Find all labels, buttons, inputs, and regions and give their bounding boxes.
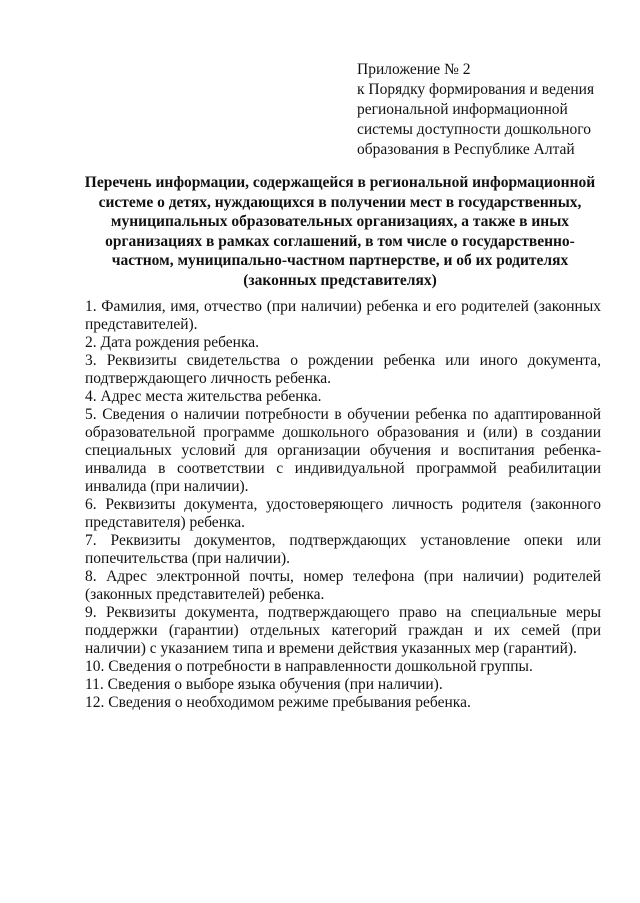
information-list [85, 298, 601, 712]
list-item-9: 9. Реквизиты документа, подтверждающего право на специальные меры поддержки (гарантии) отдельных категорий граждан и их семей (при наличии) с указанием типа и времени действия указанных мер (гарантий). [85, 604, 601, 657]
appendix-block [357, 60, 617, 160]
list-item-1: 1. Фамилия, имя, отчество (при наличии) ребенка и его родителей (законных представителей). [85, 298, 601, 333]
list-item-12: 12. Сведения о необходимом режиме пребывания ребенка. [85, 694, 471, 711]
list-item-3: 3. Реквизиты свидетельства о рождении ребенка или иного документа, подтверждающего личность ребенка. [85, 352, 601, 387]
appendix-line: к Порядку формирования и ведения [357, 81, 595, 98]
title-line: муниципальных образовательных организациях, а также в иных [110, 213, 570, 230]
title-line: организациях в рамках соглашений, в том числе о государственно- [105, 232, 575, 250]
list-item-8: 8. Адрес электронной почты, номер телефона (при наличии) родителей (законных представителей) ребенка. [85, 568, 601, 603]
list-item-11: 11. Сведения о выборе языка обучения (при наличии). [85, 676, 443, 693]
appendix-line: системы доступности дошкольного [357, 121, 592, 138]
appendix-line: образования в Республике Алтай [357, 141, 575, 158]
list-item-6: 6. Реквизиты документа, удостоверяющего личность родителя (законного представителя) ребенка. [85, 496, 601, 531]
title-line: (законных представителях) [243, 271, 437, 289]
title-line: частном, муниципально-частном партнерстве, и об их родителях [111, 252, 569, 269]
title-line: Перечень информации, содержащейся в региональной информационной [84, 174, 596, 191]
list-item-2: 2. Дата рождения ребенка. [85, 334, 259, 351]
list-item-4: 4. Адрес места жительства ребенка. [85, 388, 322, 405]
document-title [80, 173, 600, 290]
title-line: системе о детях, нуждающихся в получении мест в государственных, [98, 193, 582, 211]
list-item-5: 5. Сведения о наличии потребности в обучении ребенка по адаптированной образовательной программе дошкольного образования и (или) в создании специальных условий для организации обучения и воспитания ребенка-инвалида в соответствии с индивидуальной программой реабилитации инвалида (при наличии). [85, 406, 601, 495]
list-item-7: 7. Реквизиты документов, подтверждающих установление опеки или попечительства (при наличии). [85, 532, 601, 567]
list-item-10: 10. Сведения о потребности в направленности дошкольной группы. [85, 658, 533, 675]
appendix-line-number: Приложение № 2 [357, 61, 471, 78]
appendix-line: региональной информационной [357, 101, 568, 118]
